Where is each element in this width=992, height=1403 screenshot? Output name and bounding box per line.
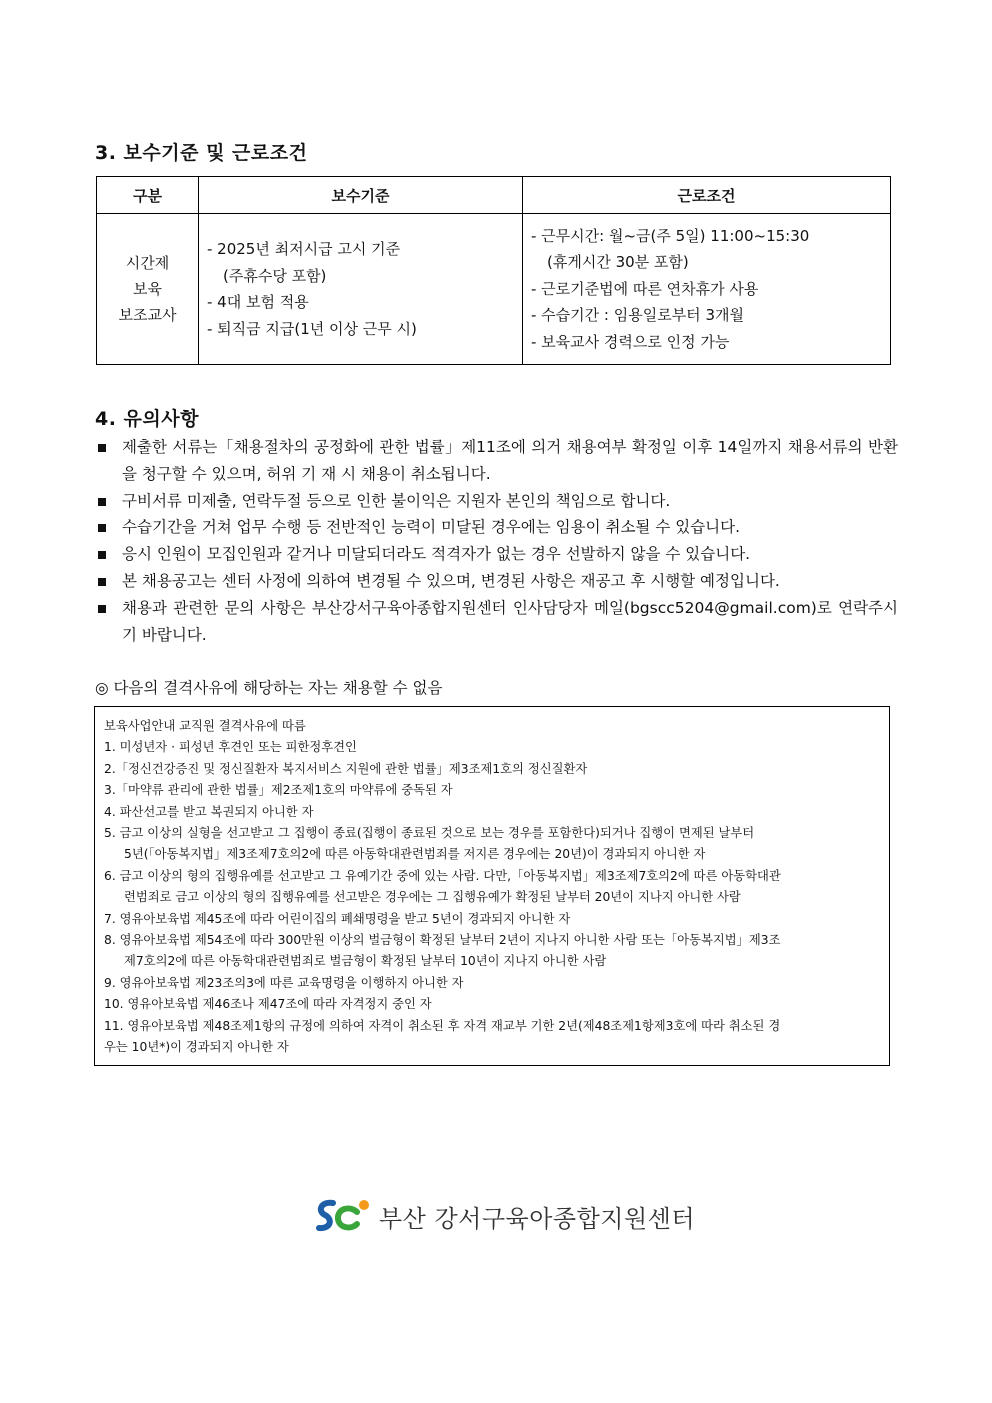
list-item-continuation: 5년(「아동복지법」제3조제7호의2에 따른 아동학대관련범죄를 저지른 경우에는 20년)이 경과되지 아니한 자 <box>124 847 706 862</box>
list-item: 4. 파산선고를 받고 복권되지 아니한 자 <box>104 804 314 819</box>
list-item <box>96 568 898 595</box>
header-category: 구분 <box>97 177 199 214</box>
center-logo-icon <box>313 1195 373 1237</box>
list-item-continuation: 우는 10년*)이 경과되지 아니한 자 <box>104 1040 289 1055</box>
pay-line: - 4대 보험 적용 <box>207 293 309 311</box>
category-cell <box>97 214 199 365</box>
section4-title: 4. 유의사항 <box>95 408 199 430</box>
list-item: 9. 영유아보육법 제23조의3에 따른 교육명령을 이행하지 아니한 자 <box>104 975 464 990</box>
condition-line: - 보육교사 경력으로 인정 가능 <box>531 332 730 351</box>
note-text: 채용과 관련한 문의 사항은 부산강서구육아종합지원센터 인사담당자 메일(bgscc5204@gmail.com)로 연락주시기 바랍니다. <box>122 598 898 644</box>
section3-title: 3. 보수기준 및 근로조건 <box>95 142 308 164</box>
condition-line: (휴게시간 30분 포함) <box>547 253 689 272</box>
header-pay: 보수기준 <box>199 177 523 214</box>
list-item: 8. 영유아보육법 제54조에 따라 300만원 이상의 벌금형이 확정된 날부터 2년이 지나지 아니한 사람 또는「아동복지법」제3조 <box>104 933 781 948</box>
list-item-continuation: 제7호의2에 따른 아동학대관련범죄로 벌금형이 확정된 날부터 10년이 지나지 아니한 사람 <box>124 954 607 969</box>
note-text: 구비서류 미제출, 연락두절 등으로 인한 불이익은 지원자 본인의 책임으로 합니다. <box>122 491 671 510</box>
condition-line: - 수습기간 : 임용일로부터 3개월 <box>531 306 744 325</box>
pay-line: (주휴수당 포함) <box>223 266 327 285</box>
condition-line: - 근로기준법에 따른 연차휴가 사용 <box>531 279 759 298</box>
list-item: 11. 영유아보육법 제48조제1항의 규정에 의하여 자격이 취소된 후 자격 재교부 기한 2년(제48조제1항제3호에 따라 취소된 경 <box>104 1018 781 1033</box>
table-header-row <box>97 177 891 214</box>
note-text: 본 채용공고는 센터 사정에 의하여 변경될 수 있으며, 변경된 사항은 재공고 후 시행할 예정입니다. <box>122 571 780 590</box>
notes-list <box>96 434 898 648</box>
center-logo <box>313 1195 695 1237</box>
disqualification-box <box>94 706 890 1066</box>
category-line: 보육 <box>133 280 162 298</box>
list-item: 3.「마약류 관리에 관한 법률」제2조제1호의 마약류에 중독된 자 <box>104 783 453 798</box>
list-item: 5. 금고 이상의 실형을 선고받고 그 집행이 종료(집행이 종료된 것으로 보는 경우를 포함한다)되거나 집행이 면제된 날부터 <box>104 826 755 841</box>
pay-conditions-table <box>96 176 891 365</box>
square-bullet-icon <box>98 444 106 452</box>
list-item <box>96 595 898 649</box>
pay-line: - 2025년 최저시급 고시 기준 <box>207 240 401 258</box>
list-item: 2.「정신건강증진 및 정신질환자 복지서비스 지원에 관한 법률」제3조제1호의 정신질환자 <box>104 761 588 776</box>
list-item <box>96 488 898 515</box>
pay-cell <box>199 214 523 365</box>
list-item <box>96 541 898 568</box>
list-item <box>96 514 898 541</box>
list-item: 1. 미성년자 · 피성년 후견인 또는 피한정후견인 <box>104 740 357 755</box>
square-bullet-icon <box>98 605 106 613</box>
note-text: 제출한 서류는「채용절차의 공정화에 관한 법률」제11조에 의거 채용여부 확정일 이후 14일까지 채용서류의 반환을 청구할 수 있으며, 허위 기 재 시 채용이 취소됩니다. <box>122 438 898 483</box>
condition-line: - 근무시간: 월~금(주 5일) 11:00~15:30 <box>531 226 810 245</box>
note-text: 응시 인원이 모집인원과 같거나 미달되더라도 적격자가 없는 경우 선발하지 않을 수 있습니다. <box>122 545 751 564</box>
list-item: 6. 금고 이상의 형의 집행유예를 선고받고 그 유예기간 중에 있는 사람. 다만,「아동복지법」제3조제7호의2에 따른 아동학대관 <box>104 868 781 883</box>
square-bullet-icon <box>98 578 106 586</box>
list-item <box>96 434 898 488</box>
list-item: 7. 영유아보육법 제45조에 따라 어린이집의 폐쇄명령을 받고 5년이 경과되지 아니한 자 <box>104 911 571 926</box>
disqualification-intro: 보육사업안내 교직원 결격사유에 따름 <box>104 719 306 733</box>
list-item-continuation: 련범죄로 금고 이상의 형의 집행유예를 선고받은 경우에는 그 집행유예가 확정된 날부터 20년이 지나지 아니한 사람 <box>124 890 741 905</box>
center-name: 부산 강서구육아종합지원센터 <box>379 1204 696 1233</box>
list-item: 10. 영유아보육법 제46조나 제47조에 따라 자격정지 중인 자 <box>104 997 432 1012</box>
conditions-cell <box>523 214 891 365</box>
square-bullet-icon <box>98 551 106 559</box>
category-line: 시간제 <box>125 254 170 272</box>
square-bullet-icon <box>98 524 106 532</box>
disqualification-heading: ◎ 다음의 결격사유에 해당하는 자는 채용할 수 없음 <box>95 679 443 697</box>
header-conditions: 근로조건 <box>523 177 891 214</box>
category-line: 보조교사 <box>118 306 177 324</box>
note-text: 수습기간을 거쳐 업무 수행 등 전반적인 능력이 미달된 경우에는 임용이 취소될 수 있습니다. <box>122 518 741 537</box>
square-bullet-icon <box>98 498 106 506</box>
pay-line: - 퇴직금 지급(1년 이상 근무 시) <box>207 319 417 338</box>
table-row <box>97 214 891 365</box>
